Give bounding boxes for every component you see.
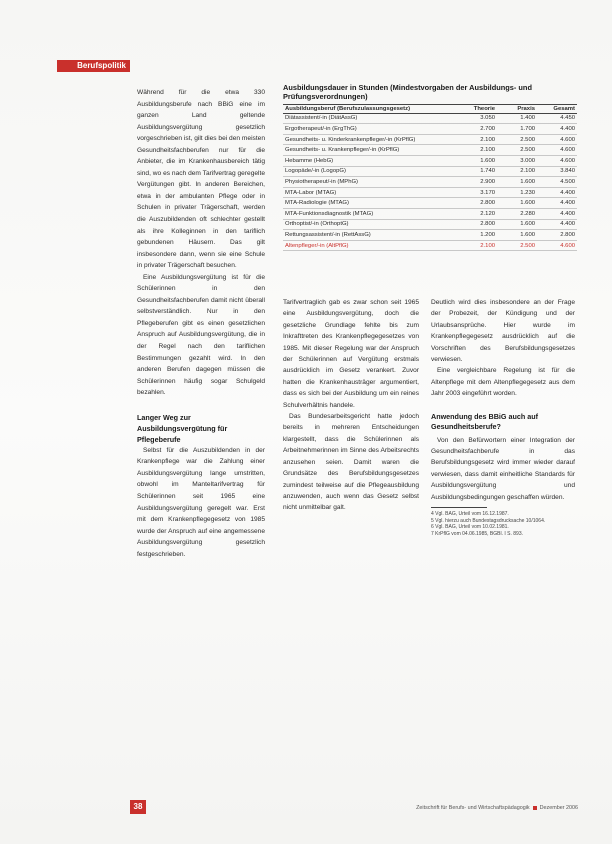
table-row [283,124,577,135]
table-row [283,187,577,198]
body-paragraph: Von den Befürwortern einer Integration der Gesundheitsfachberufe in das Berufsbildungsgesetz wird immer wieder darauf verwiesen, dass damit einheitliche Standards für Ausbildungsvergütung und Ausbildungsbedingungen geschaffen würden. [431,436,575,501]
cell-occupation: Hebamme (HebG) [283,155,457,166]
cell-theory: 1.200 [457,230,497,241]
cell-practice: 1.700 [497,124,537,135]
header-theory: Theorie [457,104,497,113]
cell-occupation: Gesundheits- u. Kinderkrankenpfleger/-in (KrPflG) [283,134,457,145]
cell-theory: 1.740 [457,166,497,177]
cell-occupation: MTA-Funktionsdiagnostik (MTAG) [283,208,457,219]
table-row [283,145,577,156]
cell-total: 4.600 [537,134,577,145]
body-paragraph: Tarifvertraglich gab es zwar schon seit 1965 eine Ausbildungsvergütung, doch die gesetzliche Grundlage fehlte bis zum Inkrafttreten des Krankenpflegegesetzes von 1985. Mit dieser Regelung war der Anspruch der Schülerinnen auf Vergütung erstmals ausdrücklich im Gesetz verankert. Zuvor hatten die Krankenhausträger argumentiert, dass es sich bei der Ausbildung um ein reines Schulverhältnis handele. [283,299,419,409]
table-row [283,240,577,251]
cell-practice: 2.100 [497,166,537,177]
cell-theory: 2.700 [457,124,497,135]
footnote: 5 Vgl. hierzu auch Bundestagsdrucksache 10/1064. [431,517,546,524]
cell-total: 4.450 [537,113,577,124]
cell-theory: 2.800 [457,219,497,230]
right-column [431,297,575,537]
footer-line [408,805,578,811]
header-occupation: Ausbildungsberuf (Berufszulassungsgesetz) [283,104,457,113]
section-label: Berufspolitik [57,60,130,72]
footnote: 7 KrPflG vom 04.06.1985, BGBl. I S. 893. [431,530,523,537]
cell-occupation: Orthoptist/-in (OrthoptG) [283,219,457,230]
middle-column [283,297,419,514]
cell-practice: 2.500 [497,240,537,251]
subheading: Anwendung des BBiG auch auf Gesundheitsberufe? [431,411,539,432]
cell-total: 4.400 [537,198,577,209]
cell-theory: 3.170 [457,187,497,198]
cell-occupation: Ergotherapeut/-in (ErgThG) [283,124,457,135]
cell-practice: 1.400 [497,113,537,124]
cell-theory: 3.050 [457,113,497,124]
cell-theory: 2.120 [457,208,497,219]
body-paragraph: Das Bundesarbeitsgericht hatte jedoch bereits in mehreren Entscheidungen klargestellt, dass die Schülerinnen als Arbeitnehmerinnen im Sinne des Arbeitsrechts anzusehen seien. Damit waren die Grundsätze des Berufsbildungsgesetzes zumindest teilweise auf die Pflegeausbildung anzuwenden, auch wenn das Gesetz selbst nicht unmittelbar galt. [283,413,419,512]
body-paragraph: Während für die etwa 330 Ausbildungsberufe nach BBiG eine im ganzen Land geltende Ausbildungsvergütung gesetzlich vorgeschrieben ist, gilt dies bei den meisten Gesundheitsfachberufen nur für die Anbieter, die im Krankenhausbereich tätig sind, wo es nach dem Tarifvertrag geregelte Vergütungen gibt. In anderen Bereichen, etwa in der ambulanten Pflege oder in Schulen in privater Trägerschaft, werden die Auszubildenden oft schlechter gestellt als ihre Kolleginnen in den tariflich gebundenen Häusern. Das gilt insbesondere dann, wenn sie eine Schule in privater Trägerschaft besuchen. [137,89,265,270]
cell-practice: 1.600 [497,177,537,188]
table-title: Ausbildungsdauer in Stunden (Mindestvorgaben der Ausbildungs- und Prüfungsverordnungen) [283,83,532,101]
cell-theory: 2.800 [457,198,497,209]
cell-total: 4.600 [537,240,577,251]
body-paragraph: Eine vergleichbare Regelung ist für die Altenpflege mit dem Altenpflegegesetz aus dem Jahr 2003 eingeführt worden. [431,367,575,398]
cell-total: 4.400 [537,187,577,198]
cell-theory: 2.100 [457,240,497,251]
cell-theory: 2.900 [457,177,497,188]
cell-practice: 1.600 [497,198,537,209]
table-body [283,113,577,251]
duration-table [283,104,577,252]
cell-occupation: MTA-Labor (MTAG) [283,187,457,198]
footnote-divider [431,507,487,508]
table-row [283,177,577,188]
cell-practice: 1.600 [497,230,537,241]
cell-total: 4.400 [537,124,577,135]
body-paragraph: Eine Ausbildungsvergütung ist für die Schülerinnen in den Gesundheitsfachberufen damit nicht überall selbstverständlich. Nur in den Pflegeberufen gibt es einen gesetzlichen Anspruch auf Ausbildungsvergütung, die in der Regel nach den tariflichen Bestimmungen gezahlt wird. In den anderen Berufen dagegen müssen die Schülerinnen häufig sogar Schulgeld bezahlen. [137,273,265,397]
cell-total: 4.500 [537,177,577,188]
cell-total: 4.600 [537,155,577,166]
table-row [283,230,577,241]
cell-practice: 1.230 [497,187,537,198]
table-header-row [283,104,577,113]
cell-occupation: Physiotherapeut/-in (MPhG) [283,177,457,188]
footnote: 6 Vgl. BAG, Urteil vom 10.02.1981. [431,524,509,531]
cell-practice: 2.280 [497,208,537,219]
table-row [283,155,577,166]
subheading: Langer Weg zur Ausbildungsvergütung für Pflegeberufe [137,412,228,444]
table-row [283,166,577,177]
cell-practice: 3.000 [497,155,537,166]
table-row [283,208,577,219]
footnote: 4 Vgl. BAG, Urteil vom 16.12.1987. [431,511,509,518]
body-paragraph: Selbst für die Auszubildenden in der Krankenpflege war die Zahlung einer Ausbildungsvergütung lange umstritten, obwohl im Manteltarifvertrag für Schülerinnen seit 1965 eine Ausbildungsvergütung geregelt war. Erst mit dem Krankenpflegegesetz von 1985 wurde der Anspruch auf eine angemessene Ausbildungsvergütung gesetzlich festgeschrieben. [137,446,265,558]
separator-square-icon [533,806,537,810]
header-total: Gesamt [537,104,577,113]
table-row [283,113,577,124]
table-row [283,219,577,230]
cell-theory: 1.600 [457,155,497,166]
duration-table-block [283,84,577,251]
footnotes [431,511,575,537]
cell-total: 4.600 [537,145,577,156]
cell-occupation: Altenpfleger/-in (AltPflG) [283,240,457,251]
cell-occupation: Gesundheits- u. Krankenpfleger/-in (KrPflG) [283,145,457,156]
cell-practice: 2.500 [497,145,537,156]
body-paragraph: Deutlich wird dies insbesondere an der Frage der Probezeit, der Kündigung und der Urlaubsansprüche. Hier wurde im Krankenpflegegesetz ausdrücklich auf die Vorschriften des Berufsbildungsgesetzes verwiesen. [431,299,575,364]
issue-date: Dezember 2006 [539,805,578,811]
cell-practice: 2.500 [497,134,537,145]
cell-total: 2.800 [537,230,577,241]
cell-total: 3.840 [537,166,577,177]
page-number: 38 [130,800,146,814]
journal-name: Zeitschrift für Berufs- und Wirtschaftspädagogik [416,805,530,811]
table-row [283,134,577,145]
cell-occupation: Diätassistent/-in (DiätAssG) [283,113,457,124]
cell-occupation: Logopäde/-in (LogopG) [283,166,457,177]
cell-theory: 2.100 [457,134,497,145]
cell-total: 4.400 [537,219,577,230]
header-practice: Praxis [497,104,537,113]
table-row [283,198,577,209]
cell-total: 4.400 [537,208,577,219]
cell-occupation: Rettungsassistent/-in (RettAssG) [283,230,457,241]
left-column [137,87,265,560]
cell-practice: 1.600 [497,219,537,230]
cell-theory: 2.100 [457,145,497,156]
cell-occupation: MTA-Radiologie (MTAG) [283,198,457,209]
